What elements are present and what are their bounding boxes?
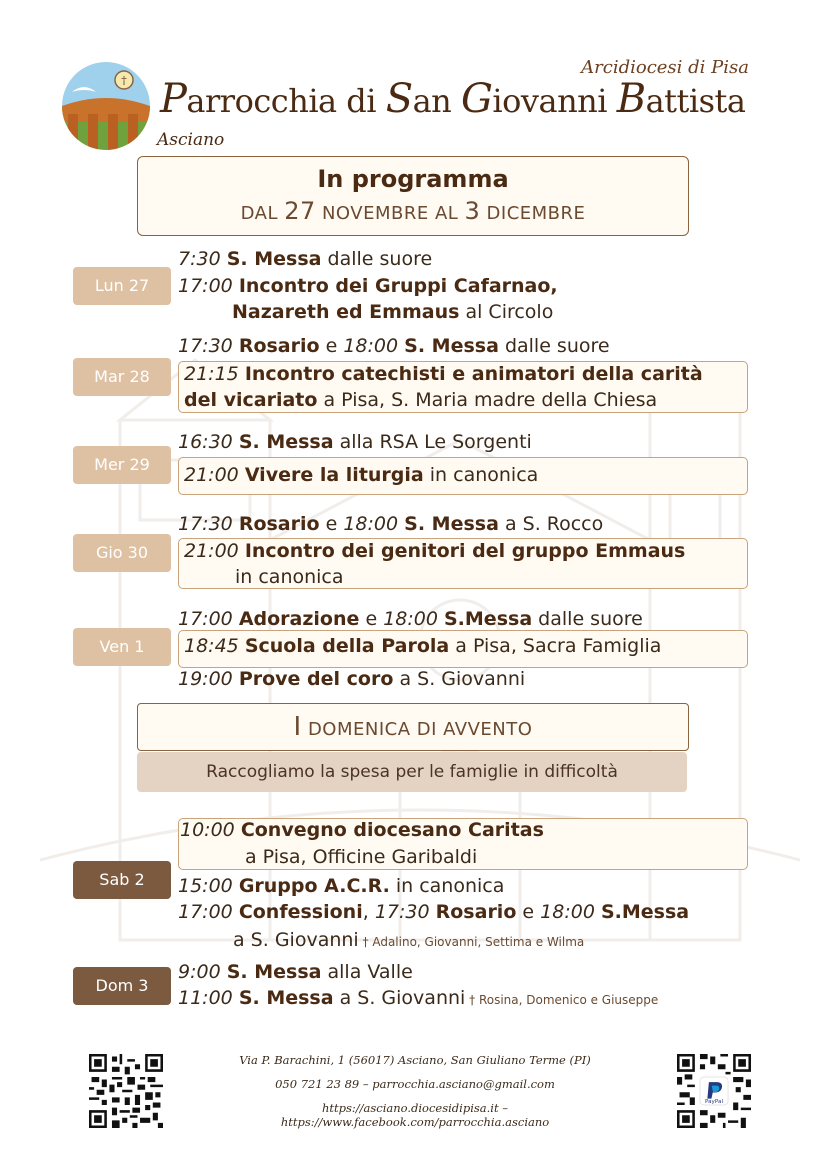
website-qr-code[interactable] — [89, 1054, 163, 1128]
day-tag-mar: Mar 28 — [73, 358, 171, 396]
food-collection-banner: Raccogliamo la spesa per le famiglie in difficoltà — [137, 752, 687, 792]
event-line: 16:30 S. Messa alla RSA Le Sorgenti — [178, 431, 532, 453]
parish-title: Parrocchia di San Giovanni Battista — [160, 76, 746, 122]
footer-contacts[interactable]: 050 721 23 89 – parrocchia.asciano@gmail.com — [275, 1077, 555, 1091]
event-line: 17:00 Incontro dei Gruppi Cafarnao, — [178, 275, 558, 297]
event-line: 21:00 Incontro dei genitori del gruppo Emmaus — [184, 540, 686, 562]
svg-text:†: † — [121, 74, 127, 87]
parish-logo — [62, 62, 150, 150]
program-heading — [137, 156, 689, 236]
event-line: a S. Giovanni † Adalino, Giovanni, Settima e Wilma — [233, 929, 585, 951]
event-line: 7:30 S. Messa dalle suore — [178, 248, 433, 270]
event-line: 17:00 Adorazione e 18:00 S.Messa dalle suore — [178, 608, 643, 630]
event-line: 11:00 S. Messa a S. Giovanni † Rosina, Domenico e Giuseppe — [178, 987, 659, 1009]
advent-heading: I DOMENICA DI AVVENTO — [137, 703, 689, 751]
day-tag-sab: Sab 2 — [73, 861, 171, 899]
day-tag-ven: Ven 1 — [73, 628, 171, 666]
event-line: 21:15 Incontro catechisti e animatori della carità — [184, 363, 703, 385]
program-title: In programma — [317, 165, 509, 193]
event-line: 17:30 Rosario e 18:00 S. Messa dalle suore — [178, 335, 610, 357]
paypal-qr-code[interactable] — [677, 1054, 751, 1128]
day-tag-lun: Lun 27 — [73, 267, 171, 305]
event-line: Nazareth ed Emmaus al Circolo — [232, 301, 554, 323]
event-line: a Pisa, Officine Garibaldi — [245, 846, 478, 868]
day-tag-dom: Dom 3 — [73, 967, 171, 1005]
event-line: 18:45 Scuola della Parola a Pisa, Sacra Famiglia — [184, 635, 662, 657]
event-line: 21:00 Vivere la liturgia in canonica — [184, 464, 539, 486]
event-line: 17:00 Confessioni, 17:30 Rosario e 18:00 S.Messa — [178, 901, 690, 923]
event-line: 9:00 S. Messa alla Valle — [178, 961, 413, 983]
event-line: in canonica — [235, 566, 344, 588]
event-line: 15:00 Gruppo A.C.R. in canonica — [178, 875, 505, 897]
footer-address: Via P. Barachini, 1 (56017) Asciano, San Giuliano Terme (PI) — [239, 1053, 591, 1067]
program-dates: DAL 27 NOVEMBRE AL 3 DICEMBRE — [240, 197, 586, 225]
event-line: del vicariato a Pisa, S. Maria madre della Chiesa — [184, 389, 658, 411]
diocese-name: Arcidiocesi di Pisa — [581, 57, 749, 78]
town-name: Asciano — [157, 130, 225, 150]
paypal-label: PayPal — [704, 1099, 724, 1106]
footer-links[interactable]: https://asciano.diocesidipisa.it – https://www.facebook.com/parrocchia.asciano — [280, 1101, 550, 1129]
day-tag-mer: Mer 29 — [73, 446, 171, 484]
event-line: 17:30 Rosario e 18:00 S. Messa a S. Rocco — [178, 513, 604, 535]
day-tag-gio: Gio 30 — [73, 534, 171, 572]
event-line: 10:00 Convegno diocesano Caritas — [180, 819, 544, 841]
event-line: 19:00 Prove del coro a S. Giovanni — [178, 668, 526, 690]
